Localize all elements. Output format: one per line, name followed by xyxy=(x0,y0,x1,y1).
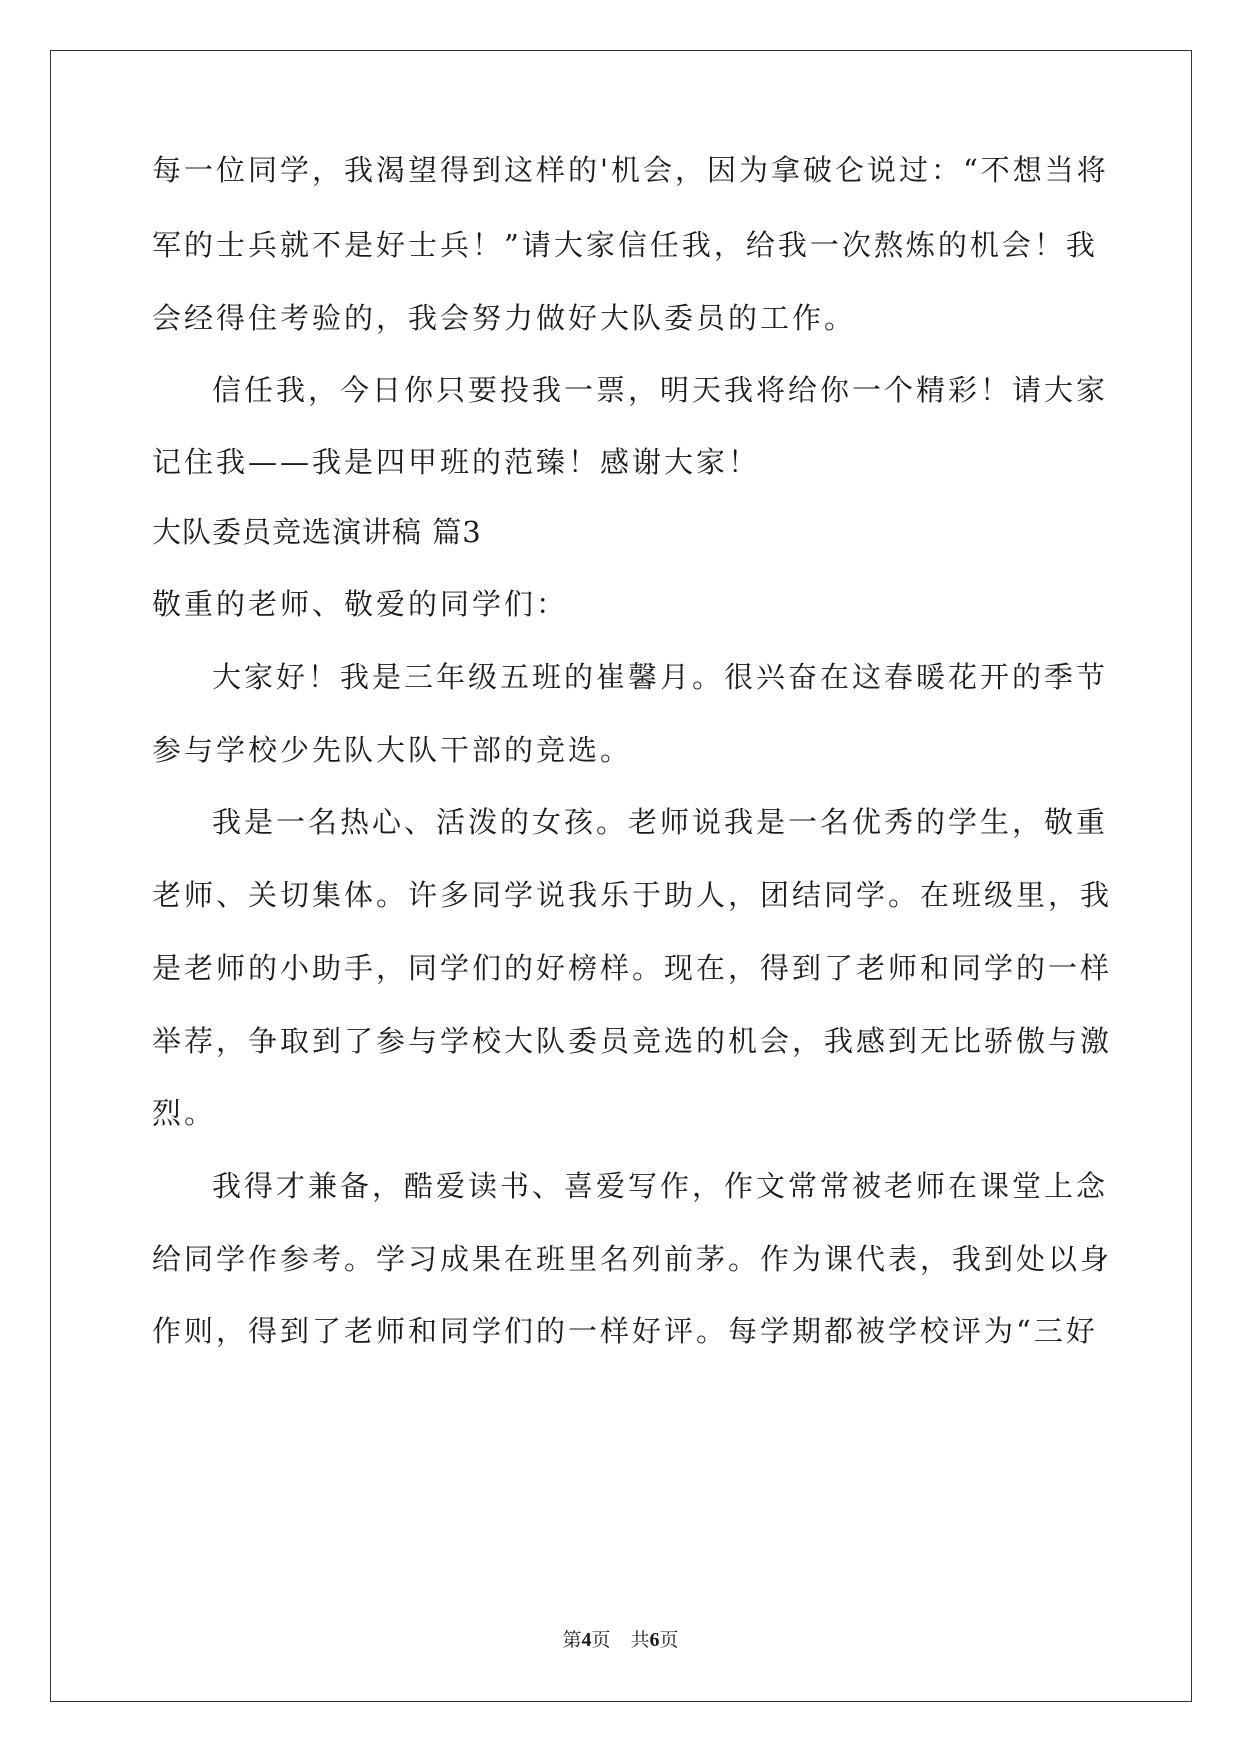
text-line: 我得才兼备，酷爱读书、喜爱写作，作文常常被老师在课堂上念 xyxy=(212,1169,1109,1203)
text-line: 作则，得到了老师和同学们的一样好评。每学期都被学校评为“三好 xyxy=(152,1314,1098,1348)
text-line: 我是一名热心、活泼的女孩。老师说我是一名优秀的学生，敬重 xyxy=(212,805,1109,839)
text-line: 信任我，今日你只要投我一票，明天我将给你一个精彩！请大家 xyxy=(212,373,1109,407)
text-line: 参与学校少先队大队干部的竞选。 xyxy=(152,733,633,767)
page-footer xyxy=(0,1628,1241,1652)
text-line: 每一位同学，我渴望得到这样的'机会，因为拿破仑说过：“不想当将 xyxy=(152,153,1109,187)
text-line: 给同学作参考。学习成果在班里名列前茅。作为课代表，我到处以身 xyxy=(152,1242,1113,1276)
text-line: 烈。 xyxy=(152,1096,217,1130)
page-suffix: 页 xyxy=(591,1629,611,1651)
text-line: 会经得住考验的，我会努力做好大队委员的工作。 xyxy=(152,301,857,335)
text-line: 记住我——我是四甲班的范臻！感谢大家！ xyxy=(152,445,761,479)
salutation: 敬重的老师、敬爱的同学们： xyxy=(152,587,569,621)
text-line: 举荐，争取到了参与学校大队委员竞选的机会，我感到无比骄傲与激 xyxy=(152,1024,1113,1058)
page-prefix: 第 xyxy=(562,1629,582,1651)
text-line: 军的士兵就不是好士兵！”请大家信任我，给我一次熬炼的机会！我 xyxy=(152,228,1098,262)
total-prefix: 共 xyxy=(630,1629,650,1651)
text-line: 大家好！我是三年级五班的崔馨月。很兴奋在这春暖花开的季节 xyxy=(212,660,1109,694)
text-line: 是老师的小助手，同学们的好榜样。现在，得到了老师和同学的一样 xyxy=(152,951,1113,985)
text-line: 老师、关切集体。许多同学说我乐于助人，团结同学。在班级里，我 xyxy=(152,878,1113,912)
current-page-number: 4 xyxy=(581,1629,592,1651)
section-heading: 大队委员竞选演讲稿 篇3 xyxy=(152,515,482,549)
total-page-number: 6 xyxy=(649,1629,660,1651)
total-suffix: 页 xyxy=(659,1629,679,1651)
